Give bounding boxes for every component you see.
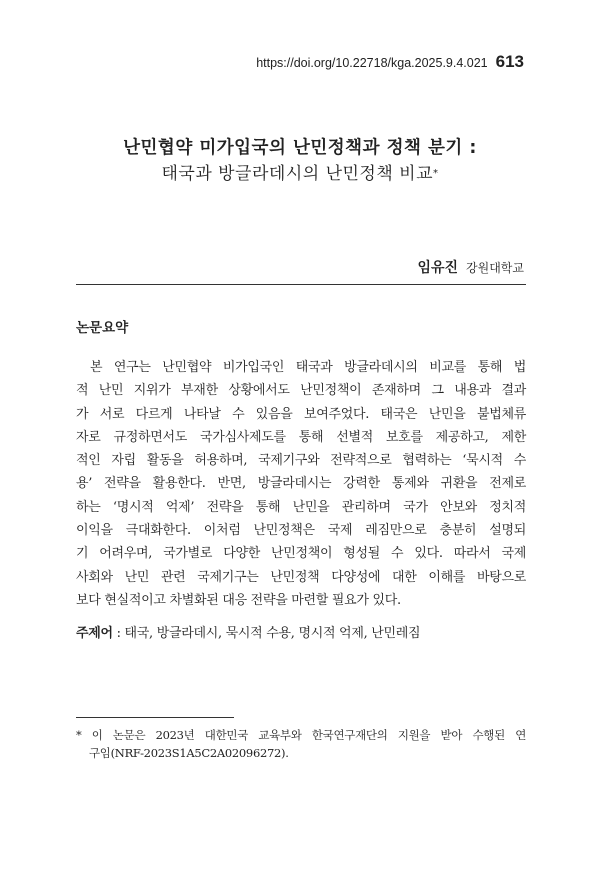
keywords-list: 태국, 방글라데시, 묵시적 수용, 명시적 억제, 난민레짐 (124, 626, 421, 641)
abstract-line: 본 연구는 난민협약 비가입국인 태국과 방글라데시의 비교를 통해 법 (90, 360, 526, 375)
footnote-line-continued: 구임(NRF-2023S1A5C2A02096272). (89, 746, 289, 760)
abstract-line: 적인 자립 활동을 허용하며, 국제기구와 전략적으로 협력하는 ‘묵시적 수 (76, 453, 526, 469)
abstract-line: 가 서로 다르게 나타날 수 있음을 보여주었다. 태국은 난민을 불법체류 (76, 406, 526, 422)
footnote-line (76, 726, 526, 744)
keywords-label: 주제어 (76, 626, 113, 641)
footnote-text: 이 논문은 2023년 대한민국 교육부와 한국연구재단의 지원을 받아 수행된 연 (91, 728, 526, 742)
header-divider (76, 284, 526, 285)
author-name: 임유진 (417, 260, 459, 276)
title-subtitle (60, 161, 540, 187)
footnote-divider (76, 717, 234, 718)
abstract-line: 사회와 난민 관련 국제기구는 난민정책 다양성에 대한 이해를 바탕으로 (76, 569, 526, 585)
abstract-line: 기 어려우며, 국가별로 다양한 난민정책이 형성될 수 있다. 따라서 국제 (76, 546, 526, 562)
author-affiliation: 강원대학교 (466, 261, 524, 275)
footnote-mark: * (76, 728, 82, 742)
abstract-line: 보다 현실적이고 차별화된 대응 전략을 마련할 필요가 있다. (76, 592, 401, 608)
paper-title (60, 135, 540, 187)
title-subtitle-text: 태국과 방글라데시의 난민정책 비교 (161, 164, 434, 184)
title-main: 난민협약 미가입국의 난민정책과 정책 분기 : (123, 138, 477, 158)
doi-link[interactable]: https://doi.org/10.22718/kga.2025.9.4.021 (256, 56, 488, 70)
title-footnote-mark: * (433, 168, 439, 179)
running-header (256, 52, 524, 72)
abstract-body (76, 356, 526, 612)
abstract-line: 용’ 전략을 활용한다. 반면, 방글라데시는 강력한 통제와 귀환을 전제로 (76, 476, 526, 492)
keywords-separator: : (112, 626, 125, 641)
abstract-line: 하는 ‘명시적 억제’ 전략을 통해 난민을 관리하며 국가 안보와 정치적 (76, 499, 526, 515)
abstract-line: 이익을 극대화한다. 이처럼 난민정책은 국제 레짐만으로 충분히 설명되 (76, 523, 526, 539)
keywords (76, 622, 536, 641)
abstract-line: 적 난민 지위가 부재한 상황에서도 난민정책이 존재하며 그 내용과 결과 (76, 383, 526, 399)
page-number: 613 (495, 52, 524, 71)
footnote (76, 726, 526, 762)
abstract-line: 자로 규정하면서도 국가심사제도를 통해 선별적 보호를 제공하고, 제한 (76, 429, 526, 445)
abstract-heading: 논문요약 (76, 320, 129, 336)
author-line (417, 257, 524, 277)
